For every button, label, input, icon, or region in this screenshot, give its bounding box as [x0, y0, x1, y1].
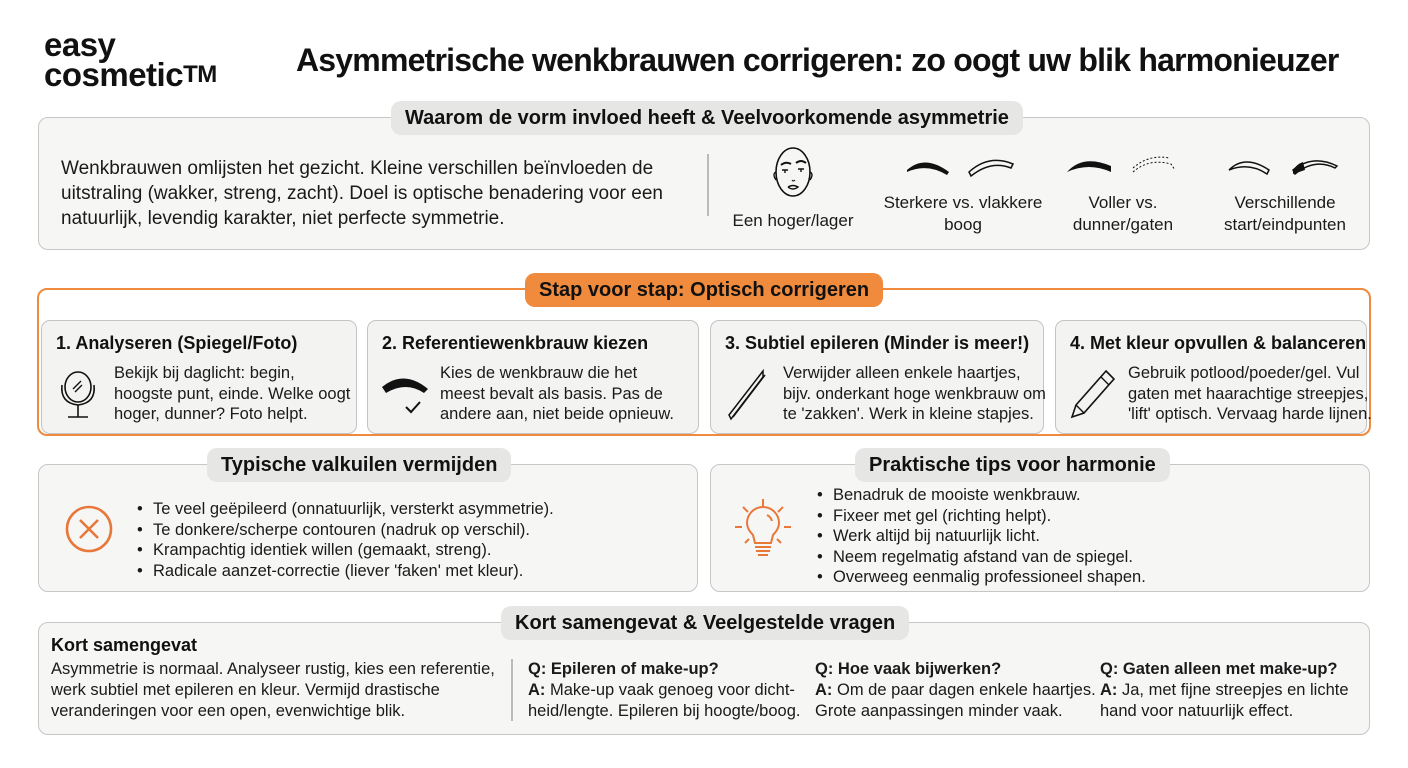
tips-heading: Praktische tips voor harmonie — [855, 448, 1170, 482]
pencil-icon — [1068, 367, 1118, 423]
divider — [707, 154, 709, 216]
close-circle-icon — [63, 503, 115, 555]
asym-caption: Een hoger/lager — [732, 211, 854, 230]
faq-item-3: Q: Gaten alleen met make-up? A: Ja, met fijne streepjes en lichte hand voor natuurlijk effect. — [1100, 660, 1349, 720]
mirror-icon — [54, 367, 104, 423]
pitfalls-section — [38, 454, 698, 592]
list-item: • Krampachtig identiek willen (gemaakt, streng). — [137, 540, 554, 561]
summary-section — [38, 612, 1370, 735]
step-text: Verwijder alleen enkele haartjes, bijv. onderkant hoge wenkbrauw om te 'zakken'. Werk in kleine stapjes. — [783, 364, 1046, 423]
step-card-2 — [367, 320, 699, 434]
asym-type-fullness — [1043, 152, 1203, 236]
list-item: • Radicale aanzet-correctie (liever 'faken' met kleur). — [137, 561, 554, 582]
faq-answer: A: Make-up vaak genoeg voor dicht- — [528, 681, 795, 699]
asym-type-height — [713, 142, 873, 232]
why-section — [38, 107, 1370, 250]
summary-text: Asymmetrie is normaal. Analyseer rustig, kies een referentie, werk subtiel met epileren en kleur. Vermijd drastische veranderingen voor een open, evenwichtige blik. — [51, 660, 495, 720]
step-text: Gebruik potlood/poeder/gel. Vul gaten met haarachtige streepjes, 'lift' optisch. Vervaag harde lijnen. — [1128, 364, 1372, 423]
list-item: • Neem regelmatig afstand van de spiegel. — [817, 547, 1146, 568]
strong-vs-flat-arch-icon — [903, 152, 1023, 178]
faq-question: Q: Gaten alleen met make-up? — [1100, 660, 1338, 678]
tips-list — [817, 485, 1146, 588]
pitfalls-list — [137, 499, 554, 581]
tips-section — [710, 454, 1370, 592]
brand-line-1: easy — [44, 26, 116, 63]
list-item: • Benadruk de mooiste wenkbrauw. — [817, 485, 1146, 506]
step-text: Kies de wenkbrauw die het meest bevalt als basis. Pas de andere aan, niet beide opnieuw. — [440, 364, 674, 423]
faq-question: Q: Hoe vaak bijwerken? — [815, 660, 1002, 678]
step-card-1 — [41, 320, 357, 434]
step-text: Bekijk bij daglicht: begin, hoogste punt, einde. Welke oogt hoger, dunner? Foto helpt. — [114, 364, 351, 423]
pitfalls-heading: Typische valkuilen vermijden — [207, 448, 511, 482]
divider — [511, 659, 513, 721]
different-start-end-icon — [1225, 152, 1345, 178]
asym-caption: Sterkere vs. vlakkere boog — [883, 193, 1043, 234]
summary-subheading: Kort samengevat — [51, 635, 198, 655]
step-card-4 — [1055, 320, 1372, 434]
steps-section — [37, 279, 1372, 436]
asym-type-arch — [883, 152, 1043, 236]
faq-item-1: Q: Epileren of make-up? A: Make-up vaak genoeg voor dicht- heid/lengte. Epileren bij hoogte/boog. — [528, 660, 801, 720]
step-title: 1. Analyseren (Spiegel/Foto) — [56, 333, 298, 353]
why-heading: Waarom de vorm invloed heeft & Veelvoorkomende asymmetrie — [391, 101, 1023, 135]
list-item: • Fixeer met gel (richting helpt). — [817, 506, 1146, 527]
list-item: • Werk altijd bij natuurlijk licht. — [817, 526, 1146, 547]
asym-caption: Voller vs. dunner/gaten — [1072, 193, 1174, 234]
page-title: Asymmetrische wenkbrauwen corrigeren: zo oogt uw blik harmonieuzer — [296, 42, 1339, 78]
step-title: 4. Met kleur opvullen & balanceren — [1070, 333, 1367, 353]
list-item: • Overweeg eenmalig professioneel shapen. — [817, 567, 1146, 588]
face-icon — [768, 142, 818, 204]
faq-question: Q: Epileren of make-up? — [528, 660, 719, 678]
faq-answer: A: Ja, met fijne streepjes en lichte — [1100, 681, 1349, 699]
why-intro: Wenkbrauwen omlijsten het gezicht. Kleine verschillen beïnvloeden de uitstraling (wakker, streng, zacht). Doel is optische benadering voor een natuurlijk, levendig karakter, niet perfecte symmetrie. — [61, 158, 663, 229]
brow-check-icon — [380, 367, 430, 423]
tweezers-icon — [723, 367, 773, 423]
asym-caption: Verschillende start/eindpunten — [1224, 193, 1346, 234]
brand-line-2: cosmetic — [44, 56, 184, 93]
summary-heading: Kort samengevat & Veelgestelde vragen — [501, 606, 909, 640]
faq-answer: A: Om de paar dagen enkele haartjes. — [815, 681, 1096, 699]
brand-logo — [44, 26, 217, 93]
steps-heading: Stap voor stap: Optisch corrigeren — [525, 273, 883, 307]
list-item: • Te donkere/scherpe contouren (nadruk op verschil). — [137, 520, 554, 541]
trademark: TM — [183, 61, 217, 88]
faq-item-2: Q: Hoe vaak bijwerken? A: Om de paar dagen enkele haartjes. Grote aanpassingen minder vaak. — [815, 660, 1096, 720]
full-vs-sparse-brow-icon — [1063, 152, 1183, 178]
step-title: 2. Referentiewenkbrauw kiezen — [382, 333, 649, 353]
lightbulb-icon — [733, 497, 793, 563]
step-title: 3. Subtiel epileren (Minder is meer!) — [725, 333, 1030, 353]
step-card-3 — [710, 320, 1044, 434]
list-item: • Te veel geëpileerd (onnatuurlijk, versterkt asymmetrie). — [137, 499, 554, 520]
asym-type-start-end — [1205, 152, 1365, 236]
